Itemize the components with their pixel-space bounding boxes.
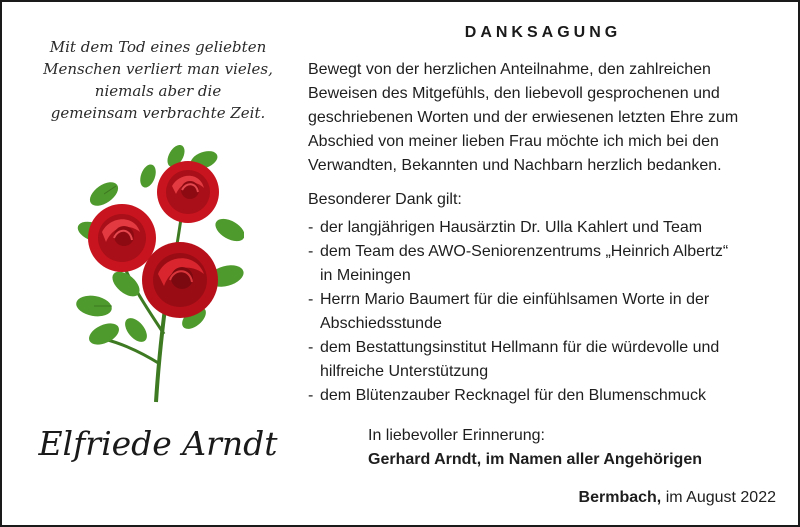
list-dash: - [308,243,314,260]
list-item-text: dem Blütenzauber Recknagel für den Blumenschmuck [320,387,706,404]
place-date-text: im August 2022 [661,489,776,506]
signer-name: Gerhard Arndt, im Namen aller Angehörigen [368,451,702,468]
page-title: DANKSAGUNG [464,24,622,41]
list-item-text: dem Team des AWO-Seniorenzentrums „Heinrich Albertz“ [320,243,729,260]
deceased-name: Elfriede Arndt [38,424,278,463]
list-item-text: der langjährigen Hausärztin Dr. Ulla Kahlert und Team [320,219,703,236]
list-item-text-continued: Abschiedsstunde [320,315,442,332]
place-city: Bermbach, [578,489,662,506]
list-dash: - [308,339,314,356]
intro-paragraph [308,58,798,178]
place-date [579,486,776,510]
poem-line: gemeinsam verbrachte Zeit. [50,104,266,122]
list-item-text-continued: hilfreiche Unterstützung [320,363,489,380]
list-dash: - [308,291,314,308]
list-item-text: dem Bestattungsinstitut Hellmann für die würdevolle und [320,339,720,356]
intro-line: Bewegt von der herzlichen Anteilnahme, den zahlreichen [308,61,711,78]
list-dash: - [308,219,314,236]
intro-line: geschriebenen Worten und der erwiesenen letzten Ehre zum [308,109,739,126]
intro-line: Verwandten, Bekannten und Nachbarn herzlich bedanken. [308,157,722,174]
poem-line: Menschen verliert man vieles, [43,60,273,78]
list-item [308,384,798,408]
list-dash: - [308,387,314,404]
special-thanks-heading: Besonderer Dank gilt: [308,191,462,208]
list-item-text-continued: in Meiningen [320,267,411,284]
poem-line: Mit dem Tod eines geliebten [49,38,267,56]
intro-line: Abschied von meiner lieben Frau möchte ich mich bei den [308,133,719,150]
memorial-poem [24,36,292,124]
poem-line: niemals aber die [94,82,222,100]
thanks-list [308,216,798,408]
list-item [308,336,798,384]
list-item [308,216,798,240]
list-item [308,288,798,336]
memory-phrase: In liebevoller Erinnerung: [368,427,545,444]
list-item-text: Herrn Mario Baumert für die einfühlsamen Worte in der [320,291,710,308]
red-roses-bouquet-icon [64,134,244,404]
list-item [308,240,798,288]
intro-line: Beweisen des Mitgefühls, den liebevoll gesprochenen und [308,85,720,102]
memorial-signature [368,424,702,472]
